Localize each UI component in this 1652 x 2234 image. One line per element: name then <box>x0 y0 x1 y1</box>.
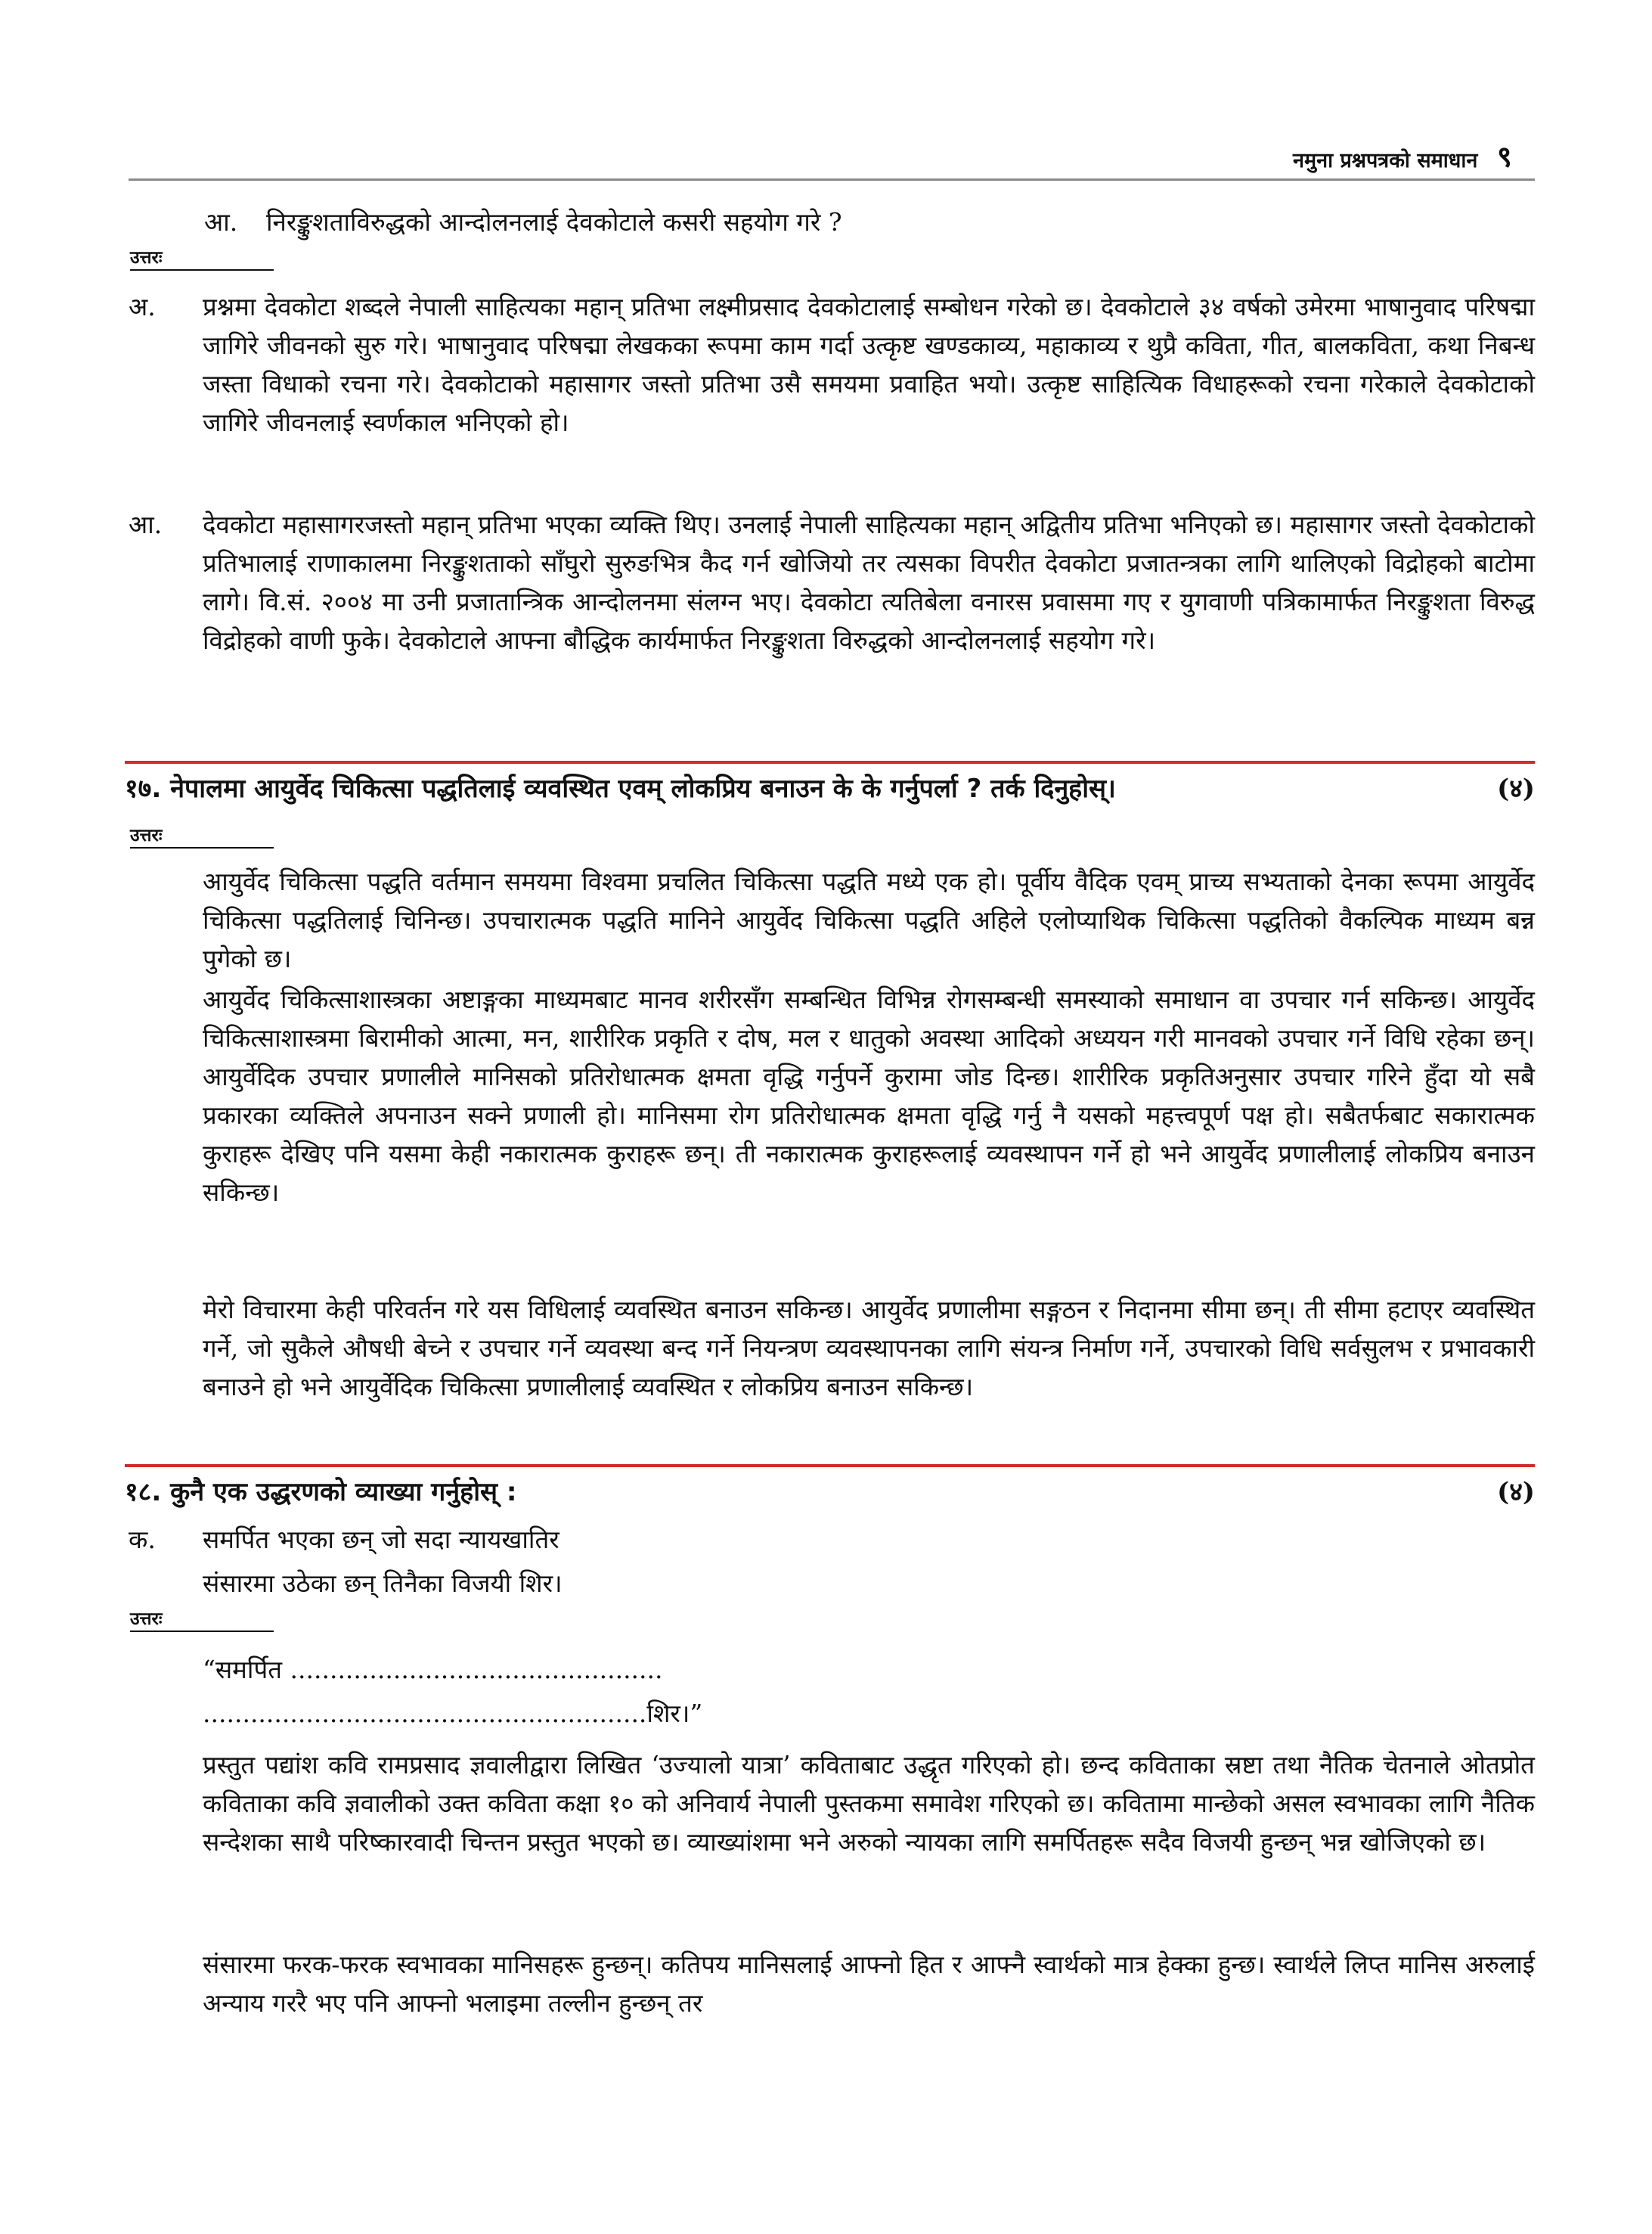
answer-paragraph: आयुर्वेद चिकित्साशास्त्रका अष्टाङ्गका माध्यमबाट मानव शरीरसँग सम्बन्धित विभिन्न रोगसम्बन्धी समस्याको समाधान वा उपचार गर्न सकिन्छ। आयुर्वेद चिकित्साशास्त्रमा बिरामीको आत्मा, मन, शारीरिक प्रकृति र दोष, मल र धातुको अवस्था आदिको अध्ययन गरी मानवको उपचार गर्ने विधि रहेका छन्। आयुर्वेदिक उपचार प्रणालीले मानिसको प्रतिरोधात्मक क्षमता वृद्धि गर्नुपर्ने कुरामा जोड दिन्छ। शारीरिक प्रकृतिअनुसार उपचार गरिने हुँदा यो सबै प्रकारका व्यक्तिले अपनाउन सक्ने प्रणाली हो। मानिसमा रोग प्रतिरोधात्मक क्षमता वृद्धि गर्नु नै यसको महत्त्वपूर्ण पक्ष हो। सबैतर्फबाट सकारात्मक कुराहरू देखिए पनि यसमा केही नकारात्मक कुराहरू छन्। ती नकारात्मक कुराहरूलाई व्यवस्थापन गर्ने हो भने आयुर्वेद प्रणालीलाई लोकप्रिय बनाउन सकिन्छ। <box>203 985 1535 1207</box>
verse-line: समर्पित भएका छन् जो सदा न्यायखातिर <box>203 1525 559 1554</box>
section-divider <box>125 1464 1535 1467</box>
answer-paragraph: प्रश्नमा देवकोटा शब्दले नेपाली साहित्यका महान् प्रतिभा लक्ष्मीप्रसाद देवकोटालाई सम्बोधन गरेको छ। देवकोटाले ३४ वर्षको उमेरमा भाषानुवाद परिषद्मा जागिरे जीवनको सुरु गरे। भाषानुवाद परिषद्मा लेखकका रूपमा काम गर्दा उत्कृष्ट खण्डकाव्य, महाकाव्य र थुप्रै कविता, गीत, बालकविता, कथा निबन्ध जस्ता विधाको रचना गरे। देवकोटाको महासागर जस्तो प्रतिभा उसै समयमा प्रवाहित भयो। उत्कृष्ट साहित्यिक विधाहरूको रचना गरेकाले देवकोटाको जागिरे जीवनलाई स्वर्णकाल भनिएको हो। <box>203 292 1535 437</box>
question-number: १७. <box>125 774 162 804</box>
question-number: १८. <box>125 1477 162 1507</box>
page-number: ९ <box>1497 140 1512 173</box>
question-heading <box>125 771 1539 806</box>
question-text: कुनै एक उद्धरणको व्याख्या गर्नुहोस् : <box>170 1477 517 1507</box>
answer-item-label: अ. <box>129 292 156 321</box>
option-label: क. <box>129 1525 156 1554</box>
answer-paragraph: देवकोटा महासागरजस्तो महान् प्रतिभा भएका व्यक्ति थिए। उनलाई नेपाली साहित्यका महान् अद्वितीय प्रतिभा भनिएको छ। महासागर जस्तो देवकोटाको प्रतिभालाई राणाकालमा निरङ्कुशताको साँघुरो सुरुङभित्र कैद गर्न खोजियो तर त्यसका विपरीत देवकोटा प्रजातन्त्रका लागि थालिएको विद्रोहको बाटोमा लागे। वि.सं. २००४ मा उनी प्रजातान्त्रिक आन्दोलनमा संलग्न भए। देवकोटा त्यतिबेला वनारस प्रवासमा गए र युगवाणी पत्रिकामार्फत निरङ्कुशता विरुद्ध विद्रोहको वाणी फुके। देवकोटाले आफ्ना बौद्धिक कार्यमार्फत निरङ्कुशता विरुद्धको आन्दोलनलाई सहयोग गरे। <box>203 510 1535 655</box>
question-text: निरङ्कुशताविरुद्धको आन्दोलनलाई देवकोटाले कसरी सहयोग गरे ? <box>266 207 842 237</box>
answer-item-label: आ. <box>129 510 163 539</box>
question-text: नेपालमा आयुर्वेद चिकित्सा पद्धतिलाई व्यवस्थित एवम् लोकप्रिय बनाउन के के गर्नुपर्ला ? तर्क दिनुहोस्। <box>170 774 1116 804</box>
answer-label: उत्तरः <box>130 247 274 271</box>
answer-label: उत्तरः <box>130 1608 274 1632</box>
answer-paragraph: मेरो विचारमा केही परिवर्तन गरे यस विधिलाई व्यवस्थित बनाउन सकिन्छ। आयुर्वेद प्रणालीमा सङ्गठन र निदानमा सीमा छन्। ती सीमा हटाएर व्यवस्थित गर्ने, जो सुकैले औषधी बेच्ने र उपचार गर्ने व्यवस्था बन्द गर्ने नियन्त्रण व्यवस्थापनका लागि संयन्त्र निर्माण गर्ने, उपचारको विधि सर्वसुलभ र प्रभावकारी बनाउने हो भने आयुर्वेदिक चिकित्सा प्रणालीलाई व्यवस्थित र लोकप्रिय बनाउन सकिन्छ। <box>203 1295 1535 1401</box>
question-marks: (४) <box>1497 774 1535 804</box>
question-label: आ. <box>204 207 238 237</box>
running-title: नमुना प्रश्नपत्रको समाधान <box>1293 149 1478 172</box>
quote-start: “समर्पित ............................................... <box>203 1655 663 1684</box>
answer-paragraph: आयुर्वेद चिकित्सा पद्धति वर्तमान समयमा विश्वमा प्रचलित चिकित्सा पद्धति मध्ये एक हो। पूर्वीय वैदिक एवम् प्राच्य सभ्यताको देनका रूपमा आयुर्वेद चिकित्सा पद्धतिलाई चिनिन्छ। उपचारात्मक पद्धति मानिने आयुर्वेद चिकित्सा पद्धति अहिले एलोप्याथिक चिकित्सा पद्धतिको वैकल्पिक माध्यम बन्न पुगेको छ। <box>203 867 1535 973</box>
quote-end: ........................................................शिर।” <box>203 1699 703 1728</box>
answer-paragraph: प्रस्तुत पद्यांश कवि रामप्रसाद ज्ञवालीद्वारा लिखित ‘उज्यालो यात्रा’ कविताबाट उद्धृत गरिएको हो। छन्द कविताका स्रष्टा तथा नैतिक चेतनाले ओतप्रोत कविताका कवि ज्ञवालीको उक्त कविता कक्षा १० को अनिवार्य नेपाली पुस्तकमा समावेश गरिएको छ। कवितामा मान्छेको असल स्वभावका लागि नैतिक सन्देशका साथै परिष्कारवादी चिन्तन प्रस्तुत भएको छ। व्याख्यांशमा भने अरुको न्यायका लागि समर्पितहरू सदैव विजयी हुन्छन् भन्न खोजिएको छ। <box>203 1750 1535 1857</box>
answer-paragraph: संसारमा फरक-फरक स्वभावका मानिसहरू हुन्छन्। कतिपय मानिसलाई आफ्नो हित र आफ्नै स्वार्थको मात्र हेक्का हुन्छ। स्वार्थले लिप्त मानिस अरुलाई अन्याय गररै भए पनि आफ्नो भलाइमा तल्लीन हुन्छन् तर <box>203 1950 1535 2018</box>
question-heading <box>125 1475 1539 1510</box>
verse-line: संसारमा उठेका छन् तिनैका विजयी शिर। <box>203 1568 563 1598</box>
answer-label: उत्तरः <box>130 824 274 849</box>
header-rule <box>129 178 1535 181</box>
section-divider <box>125 761 1535 764</box>
question-marks: (४) <box>1497 1477 1535 1507</box>
